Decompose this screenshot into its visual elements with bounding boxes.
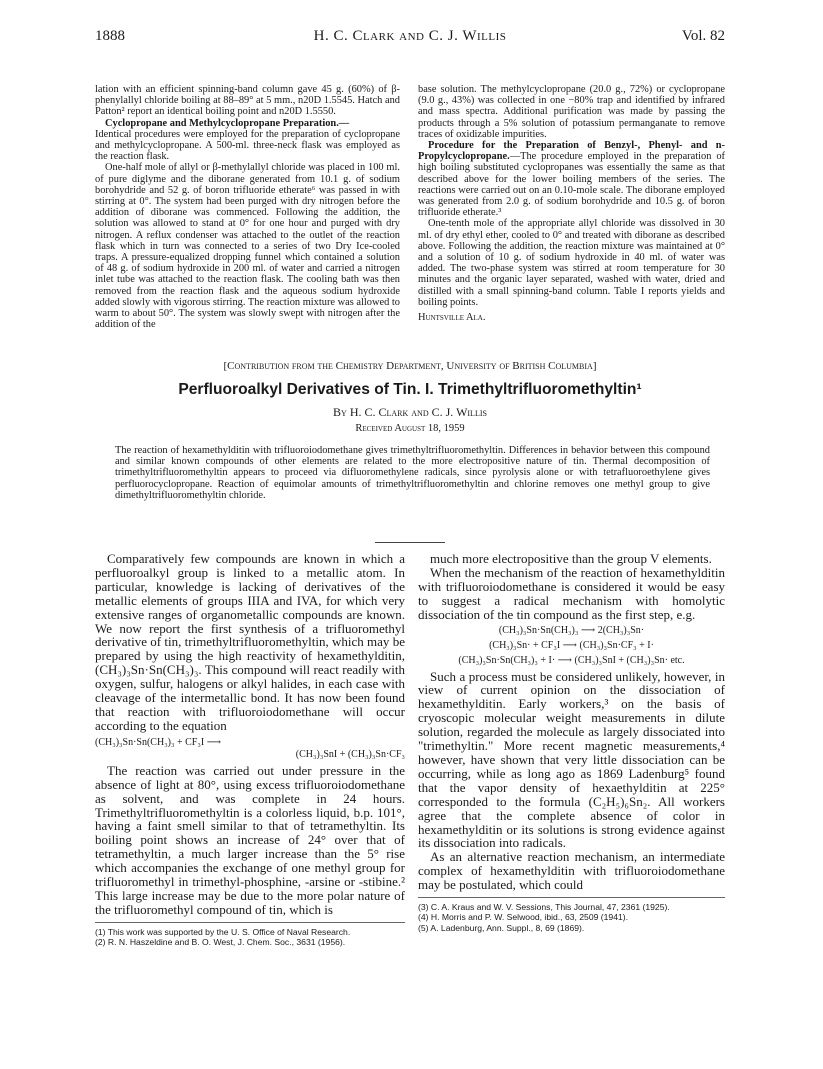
page-header — [95, 28, 725, 48]
footnote: (1) This work was supported by the U. S. Office of Naval Research. — [95, 926, 351, 937]
volume-label: Vol. 82 — [681, 28, 725, 44]
equation-2: (CH₃)₃Sn·Sn(CH₃)₃ ⟶ 2(CH₃)₃Sn· — [498, 624, 645, 636]
article-title: Perfluoroalkyl Derivatives of Tin. I. Trimethyltrifluoromethyltin¹ — [178, 381, 642, 398]
footnote: (3) C. A. Kraus and W. V. Sessions, This Journal, 47, 2361 (1925). — [418, 902, 670, 913]
running-title: H. C. Clark and C. J. Willis — [313, 28, 507, 44]
paragraph: much more electropositive than the group V elements. — [430, 551, 712, 566]
footnote-rule — [418, 897, 725, 898]
received-date: Received August 18, 1959 — [355, 423, 465, 434]
footnote: (4) H. Morris and P. W. Selwood, ibid., 63, 2509 (1941). — [418, 912, 629, 923]
paragraph: Identical procedures were employed for the preparation of cyclopropane and methylcyclopropane. A 500-ml. three-neck flask was employed as the reaction flask. — [95, 128, 400, 163]
paragraph: Comparatively few compounds are known in which a perfluoroalkyl group is linked to a metallic atom. In particular, knowledge is lacking of derivatives of the metallic elements of groups IIIA and IVA, for which very extensive ranges of organometallic compounds are known. We now report the first synthesis of a trifluoromethyl derivative of tin, trimethyltrifluoromethyltin, which may be prepared by using the high reactivity of hexamethylditin, (CH₃)₃Sn·Sn(CH₃)₃. This compound will react readily with oxygen, sulfur, halogens or alkyl halides, in each case with cleavage of the intermetallic bond. It has now been found that reaction with trifluoroiodomethane will occur according to the equation — [95, 551, 405, 733]
paragraph: The reaction was carried out under pressure in the absence of light at 80°, using excess trifluoroiodomethane as solvent, and was complete in 24 hours. Trimethyltrifluoromethyltin is a colorless liquid, b.p. 101°, having a faint smell similar to that of tetramethyltin. Its boiling point shows an increase of 24° over that of tetramethyltin, a much larger increase than the 5° rise which accompanies the exchange of one methyl group for trifluoromethyl in trimethyl-phosphine, -arsine or -stibine.² This large increase may be due to the more polar nature of the trifluoromethyl compound of tin, which is — [95, 762, 405, 917]
body-left-column — [95, 552, 405, 948]
paragraph: One-half mole of allyl or β-methylallyl chloride was placed in 100 ml. of pure diglyme and the diborane generated from 10.1 g. of sodium borohydride and 52 g. of boron trifluoride etherate⁶ was passed in with stirring at 0°. The system had been purged with dry nitrogen before the addition of diborane was commenced. Following the addition, the solution was allowed to stand at 0° for one hour and purged with dry nitrogen. A reflux condenser was attached to the outlet of the reaction flask which in turn was connected to a series of two Dry Ice-cooled traps. A pressure-equalized dropping funnel which contained a solution of 48 g. of sodium hydroxide in 200 ml. of water and carried a nitrogen inlet tube was attached to the reaction flask. The cooling bath was then removed from the reaction flask and the aqueous sodium hydroxide added slowly with vigorous stirring. The reaction mixture was allowed to warm to about 50°. The system was slowly swept with nitrogen after the addition of the — [95, 162, 400, 331]
section-heading: Cyclopropane and Methylcyclopropane Preparation.— — [105, 117, 350, 129]
footnote: (5) A. Ladenburg, Ann. Suppl., 8, 69 (1869). — [418, 922, 585, 933]
paragraph: As an alternative reaction mechanism, an intermediate complex of hexamethylditin with trifluoroiodomethane may be postulated, which could — [418, 849, 725, 893]
footnote: (2) R. N. Haszeldine and B. O. West, J. Chem. Soc., 3631 (1956). — [95, 937, 346, 948]
page-number: 1888 — [95, 28, 125, 44]
paragraph: One-tenth mole of the appropriate allyl chloride was dissolved in 30 ml. of dry ethyl ether, cooled to 0° and treated with diborane as described above. Following the addition, the reaction mixture was maintained at 0° and a solution of 10 g. of sodium hydroxide in 40 ml. of water was added. The two-phase system was stirred at room temperature for 30 minutes and the organic layer separated, washed with water, dried and distilled with a small spinning-band column. Table I reports yields and boiling points. — [418, 218, 725, 308]
equation-1-line-2: (CH₃)₃SnI + (CH₃)₃Sn·CF₃ — [295, 748, 405, 760]
divider — [375, 542, 445, 543]
footnote-rule — [95, 922, 405, 923]
equation-4: (CH₃)₃Sn·Sn(CH₃)₃ + I· ⟶ (CH₃)₃SnI + (CH₃)₃Sn· etc. — [458, 654, 685, 666]
abstract: The reaction of hexamethylditin with trifluoroiodomethane gives trimethyltrifluoromethyltin. Differences in behavior between this compound and similar known compounds of other elements are related to the more electropositive nature of tin. Thermal decomposition of trimethyltrifluoromethyltin appears to proceed via difluoromethylene radicals, since pyrolysis alone or with tetrafluoroethylene gives perfluorocyclopropane. Reaction of equimolar amounts of trimethyltrifluoromethyltin and chlorine removes one methyl group to give dimethyltrifluoromethyltin chloride. — [115, 445, 710, 501]
article-authors: By H. C. Clark and C. J. Willis — [333, 405, 487, 419]
place-signature: Huntsville Ala. — [418, 312, 486, 324]
paragraph: lation with an efficient spinning-band column gave 45 g. (60%) of β-phenylallyl chloride boiling at 88–89° at 5 mm., n20D 1.5545. Hatch and Patton² report an identical boiling point and n20D 1.5550. — [95, 84, 400, 118]
top-right-column — [418, 84, 725, 323]
equation-1-line-1: (CH₃)₃Sn·Sn(CH₃)₃ + CF₃I ⟶ — [95, 736, 222, 748]
contribution-line: [Contribution from the Chemistry Department, University of British Columbia] — [223, 360, 597, 372]
top-left-column — [95, 84, 400, 330]
paragraph: When the mechanism of the reaction of hexamethylditin with trifluoroiodomethane is considered it would be easy to suggest a radical mechanism with homolytic dissociation of the tin compound as the first step, e.g. — [418, 564, 725, 622]
body-right-column — [418, 552, 725, 933]
section-heading: Procedure for the Preparation of Benzyl-, Phenyl- and n-Propylcyclopropane. — [418, 140, 725, 163]
paragraph: —The procedure employed in the preparation of high boiling substituted cyclopropanes was essentially the same as that described above for the lower boiling members of the series. The reactions were carried out on an 0.10-mole scale. The diborane employed was generated from 2.0 g. of sodium borohydride and 10.5 g. of boron trifluoride etherate.³ — [418, 151, 725, 219]
paragraph: Such a process must be considered unlikely, however, in view of current opinion on the dissociation of hexamethylditin. Early workers,³ on the basis of cryoscopic molecular weight measurements in dilute solution, regarded the molecule as largely dissociated into "trimethyltin." More recent magnetic measurements,⁴ however, have shown that very little dissociation can be occurring, while as long ago as 1869 Ladenburg⁵ found that the vapor density of hexaethylditin at 225° corresponded to the formula (C₂H₅)₆Sn₂. All workers agree that the complete absence of color in hexamethylditin or its solutions is strong evidence against its dissociation into radicals. — [418, 668, 725, 851]
paragraph: base solution. The methylcyclopropane (20.0 g., 72%) or cyclopropane (9.0 g., 43%) was collected in one −80% trap and identified by infrared and mass spectra. Additional purification was made by passing the products through a 5% solution of potassium permanganate to remove traces of oxidizable impurities. — [418, 84, 725, 140]
equation-3: (CH₃)₃Sn· + CF₃I ⟶ (CH₃)₃Sn·CF₃ + I· — [489, 639, 654, 651]
